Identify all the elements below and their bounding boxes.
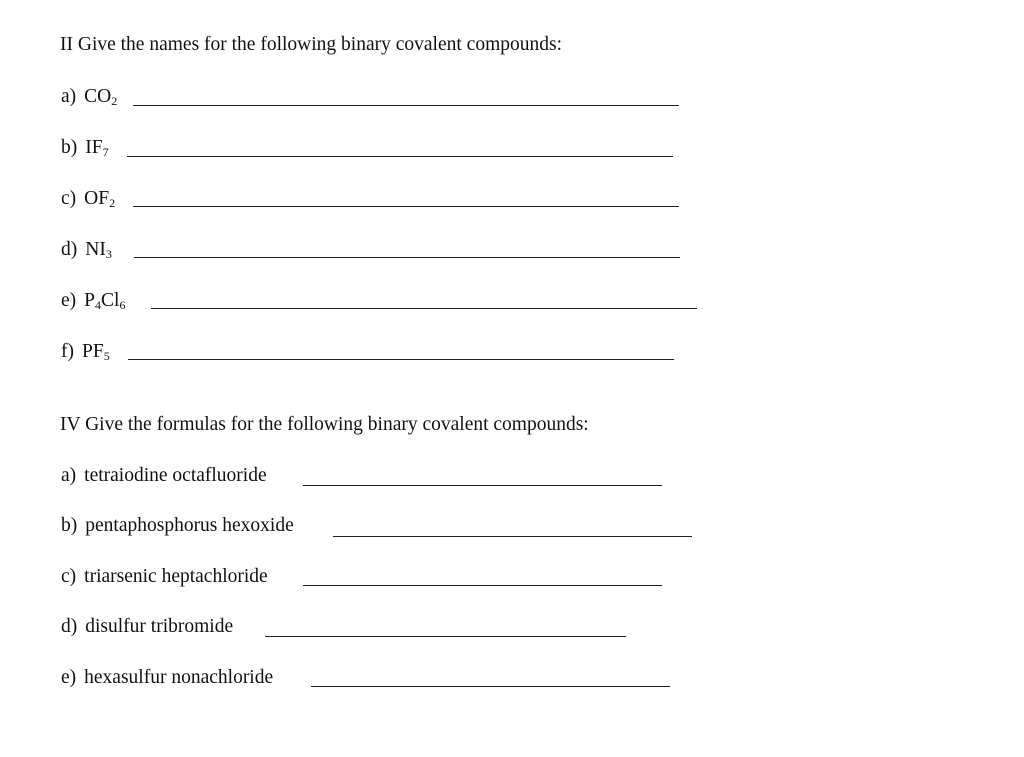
question-letter: f) bbox=[61, 341, 74, 362]
answer-line[interactable] bbox=[134, 257, 680, 258]
answer-line[interactable] bbox=[151, 308, 697, 309]
question-iv-b bbox=[61, 514, 294, 538]
section-ii-heading: II Give the names for the following binary covalent compounds: bbox=[60, 34, 562, 55]
chemical-formula: $OF_2$ bbox=[84, 188, 116, 210]
compound-name: pentaphosphorus hexoxide bbox=[85, 515, 294, 536]
question-ii-d bbox=[61, 238, 112, 262]
question-letter: a) bbox=[61, 86, 77, 107]
question-letter: e) bbox=[61, 667, 77, 688]
question-ii-f bbox=[61, 340, 110, 364]
chemical-formula: $NI_3$ bbox=[85, 239, 112, 261]
answer-line[interactable] bbox=[128, 359, 674, 360]
question-letter: b) bbox=[61, 515, 78, 536]
answer-line[interactable] bbox=[333, 536, 692, 537]
question-ii-b bbox=[61, 136, 109, 160]
question-letter: d) bbox=[61, 616, 78, 637]
question-iv-a bbox=[61, 464, 267, 488]
question-iv-e bbox=[61, 666, 273, 690]
answer-line[interactable] bbox=[133, 206, 679, 207]
answer-line[interactable] bbox=[303, 585, 662, 586]
chemical-formula: $CO_2$ bbox=[84, 86, 118, 108]
question-ii-e bbox=[61, 289, 125, 313]
question-letter: c) bbox=[61, 188, 77, 209]
chemical-formula: $P_4Cl_6$ bbox=[84, 290, 126, 312]
compound-name: triarsenic heptachloride bbox=[84, 566, 268, 587]
question-letter: d) bbox=[61, 239, 78, 260]
chemical-formula: $PF_5$ bbox=[82, 341, 110, 363]
compound-name: tetraiodine octafluoride bbox=[84, 465, 267, 486]
answer-line[interactable] bbox=[303, 485, 662, 486]
answer-line[interactable] bbox=[133, 105, 679, 106]
question-letter: b) bbox=[61, 137, 78, 158]
section-iv-heading: IV Give the formulas for the following binary covalent compounds: bbox=[60, 414, 589, 435]
question-letter: a) bbox=[61, 465, 77, 486]
question-letter: e) bbox=[61, 290, 77, 311]
chemical-formula: $IF_7$ bbox=[85, 137, 109, 159]
question-iv-d bbox=[61, 615, 233, 639]
compound-name: hexasulfur nonachloride bbox=[84, 667, 274, 688]
question-iv-c bbox=[61, 565, 268, 589]
answer-line[interactable] bbox=[265, 636, 626, 637]
answer-line[interactable] bbox=[311, 686, 670, 687]
question-ii-c bbox=[61, 187, 115, 211]
question-letter: c) bbox=[61, 566, 77, 587]
compound-name: disulfur tribromide bbox=[85, 616, 234, 637]
question-ii-a bbox=[61, 85, 117, 109]
answer-line[interactable] bbox=[127, 156, 673, 157]
